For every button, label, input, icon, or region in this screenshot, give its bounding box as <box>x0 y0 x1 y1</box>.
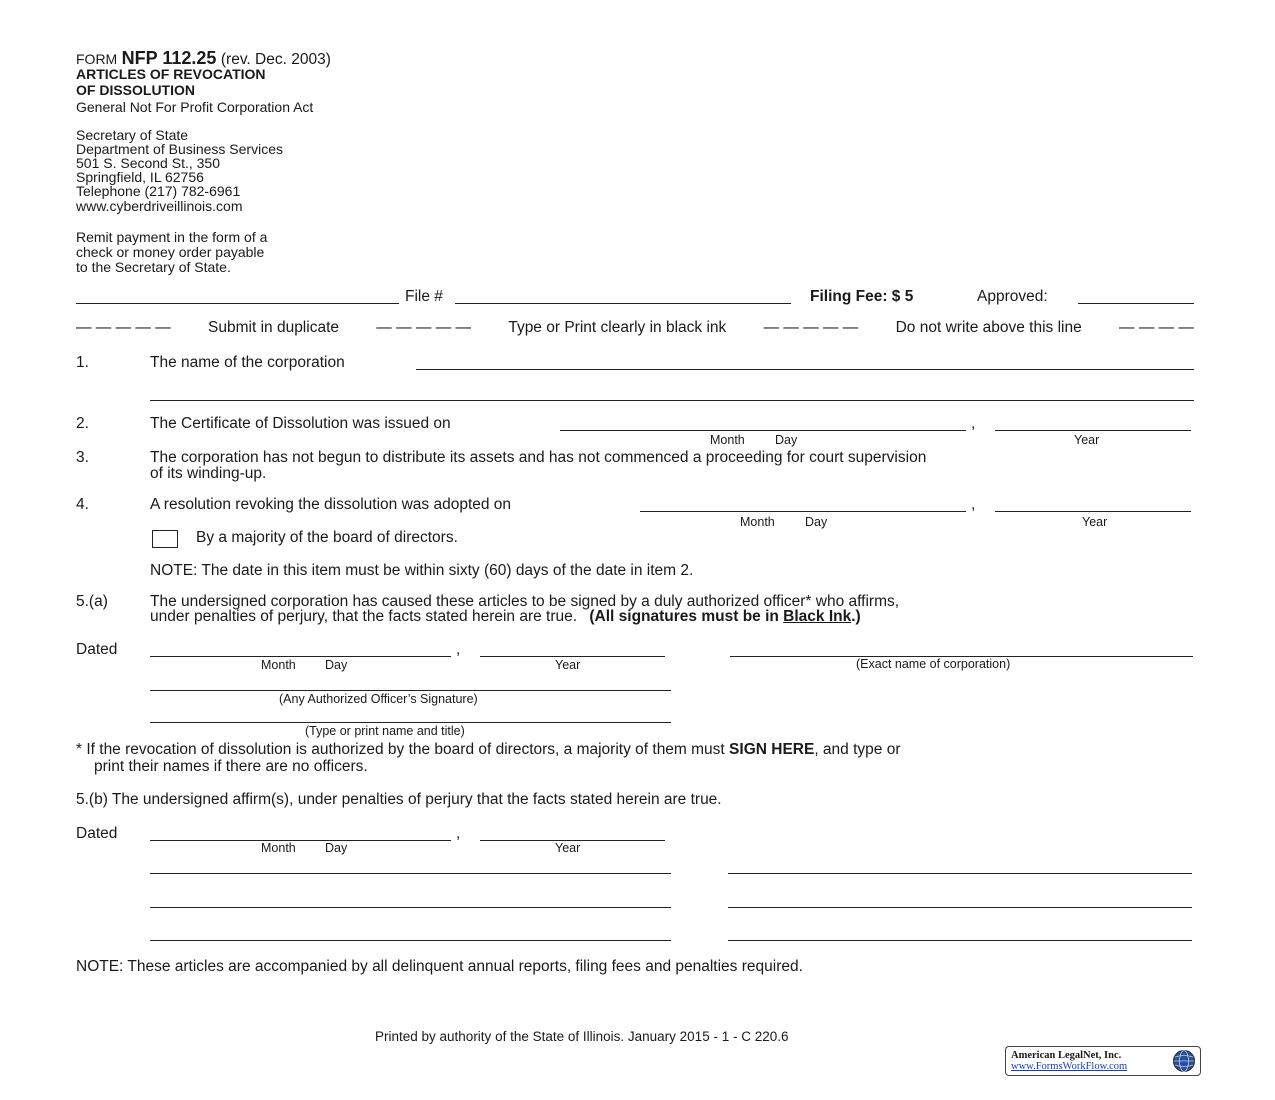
remit-line3: to the Secretary of State. <box>76 259 231 275</box>
remit-line2: check or money order payable <box>76 244 265 260</box>
comma: , <box>456 825 461 842</box>
office-phone: Telephone (217) 782-6961 <box>76 183 241 199</box>
item5a-number: 5.(a) <box>76 593 108 610</box>
item2-month-label: Month <box>710 433 745 447</box>
item5b-text: 5.(b) The undersigned affirm(s), under penalties of perjury that the facts stated herein are true. <box>76 791 722 808</box>
item2-year-label: Year <box>1074 433 1100 447</box>
instruction-dashes: — — — — — <box>376 319 472 336</box>
filing-blank[interactable] <box>76 303 399 304</box>
corporation-name-field[interactable] <box>416 369 1194 370</box>
approved-field[interactable] <box>1078 303 1194 304</box>
final-note: NOTE: These articles are accompanied by all delinquent annual reports, filing fees and penalties required. <box>76 958 803 975</box>
footnote-line1-text: * If the revocation of dissolution is authorized by the board of directors, a majority of them must <box>76 741 730 758</box>
dated-year-field-a[interactable] <box>480 656 665 657</box>
remit-line1: Remit payment in the form of a <box>76 229 268 245</box>
printed-by-footer: Printed by authority of the State of Illinois. January 2015 - 1 - C 220.6 <box>375 1029 789 1044</box>
dated-label-b: Dated <box>76 825 118 842</box>
item4-year-label: Year <box>1082 515 1108 529</box>
dated-month-day-field-a[interactable] <box>150 656 451 657</box>
item4-number: 4. <box>76 496 89 513</box>
sig-a-month-label: Month <box>261 658 296 672</box>
logo-company-name: American LegalNet, Inc. <box>1011 1050 1122 1061</box>
black-ink-post: .) <box>851 608 861 625</box>
office-website: www.cyberdriveillinois.com <box>76 198 243 214</box>
black-ink-note <box>589 608 860 625</box>
form-title-line1: ARTICLES OF REVOCATION <box>76 66 266 82</box>
dissolution-date-field[interactable] <box>560 430 966 431</box>
office-line4: Springfield, IL 62756 <box>76 169 204 185</box>
black-ink-underlined: Black Ink <box>783 608 852 625</box>
item4-month-label: Month <box>740 515 775 529</box>
sig-b-month-label: Month <box>261 841 296 855</box>
footnote-line1-end: , and type or <box>814 741 901 758</box>
sig-b-day-label: Day <box>325 841 348 855</box>
director-signature-field[interactable] <box>150 873 671 874</box>
board-majority-label: By a majority of the board of directors. <box>196 529 458 546</box>
sig-b-year-label: Year <box>555 841 581 855</box>
item2-day-label: Day <box>775 433 798 447</box>
american-legalnet-logo[interactable] <box>1005 1046 1201 1076</box>
form-revision: (rev. Dec. 2003) <box>220 51 331 68</box>
officer-name-title-field[interactable] <box>150 722 671 723</box>
board-majority-checkbox[interactable] <box>152 530 178 548</box>
instruction-dashes: — — — — — <box>76 319 171 336</box>
item4-label: A resolution revoking the dissolution was adopted on <box>150 496 512 513</box>
instruction-no-write: Do not write above this line <box>895 319 1082 336</box>
item2-number: 2. <box>76 415 89 432</box>
corporation-name-field-2[interactable] <box>150 400 1194 401</box>
sig-a-day-label: Day <box>325 658 348 672</box>
officer-signature-field[interactable] <box>150 690 671 691</box>
office-line2: Department of Business Services <box>76 141 283 157</box>
file-number-label: File # <box>405 288 443 305</box>
instruction-dashes: — — — — <box>1119 319 1194 336</box>
officer-name-title-label: (Type or print name and title) <box>305 724 465 738</box>
dissolution-year-field[interactable] <box>995 430 1191 431</box>
black-ink-pre: (All signatures must be in <box>589 608 784 625</box>
file-number-field[interactable] <box>455 303 791 304</box>
office-line3: 501 S. Second St., 350 <box>76 155 220 171</box>
globe-icon <box>1172 1049 1196 1073</box>
office-line1: Secretary of State <box>76 127 189 143</box>
comma: , <box>971 496 976 513</box>
comma: , <box>456 641 461 658</box>
director-signature-field[interactable] <box>150 940 671 941</box>
instruction-dashes: — — — — — <box>763 319 859 336</box>
item2-label: The Certificate of Dissolution was issued on <box>150 415 451 432</box>
dated-month-day-field-b[interactable] <box>150 840 451 841</box>
logo-url-link[interactable]: www.FormsWorkFlow.com <box>1011 1061 1128 1072</box>
item3-line1: The corporation has not begun to distribute its assets and has not commenced a proceeding for court supervision <box>150 449 927 466</box>
director-signature-field[interactable] <box>728 940 1192 941</box>
director-signature-field[interactable] <box>728 873 1192 874</box>
approved-label: Approved: <box>977 288 1048 305</box>
form-prefix: FORM <box>76 51 118 67</box>
filing-fee-label: Filing Fee: $ 5 <box>810 288 914 305</box>
sign-here-emphasis: SIGN HERE <box>729 741 815 758</box>
comma: , <box>971 415 976 432</box>
instruction-type: Type or Print clearly in black ink <box>508 319 727 336</box>
director-signature-field[interactable] <box>728 907 1192 908</box>
form-number: NFP 112.25 <box>121 48 217 68</box>
item5a-line2-text: under penalties of perjury, that the facts stated herein are true. <box>150 608 578 625</box>
act-name: General Not For Profit Corporation Act <box>76 99 314 115</box>
exact-corporation-name-label: (Exact name of corporation) <box>856 657 1011 671</box>
item1-number: 1. <box>76 354 89 371</box>
item4-note: NOTE: The date in this item must be within sixty (60) days of the date in item 2. <box>150 562 694 579</box>
officer-signature-label: (Any Authorized Officer’s Signature) <box>279 692 478 706</box>
item1-label: The name of the corporation <box>150 354 345 371</box>
dated-label-a: Dated <box>76 641 118 658</box>
instructions-row <box>76 319 1194 337</box>
item5a-line1: The undersigned corporation has caused these articles to be signed by a duly authorized officer* who affirms, <box>150 593 900 610</box>
footnote-line1 <box>76 741 900 759</box>
form-title-line2: OF DISSOLUTION <box>76 82 195 98</box>
item3-line2: of its winding-up. <box>150 465 267 482</box>
resolution-year-field[interactable] <box>995 511 1191 512</box>
item3-number: 3. <box>76 449 89 466</box>
director-signature-field[interactable] <box>150 907 671 908</box>
sig-a-year-label: Year <box>555 658 581 672</box>
item4-day-label: Day <box>805 515 828 529</box>
item5a-line2 <box>150 608 861 626</box>
resolution-date-field[interactable] <box>640 511 966 512</box>
instruction-submit: Submit in duplicate <box>208 319 339 336</box>
footnote-line2: print their names if there are no officers. <box>94 758 368 775</box>
